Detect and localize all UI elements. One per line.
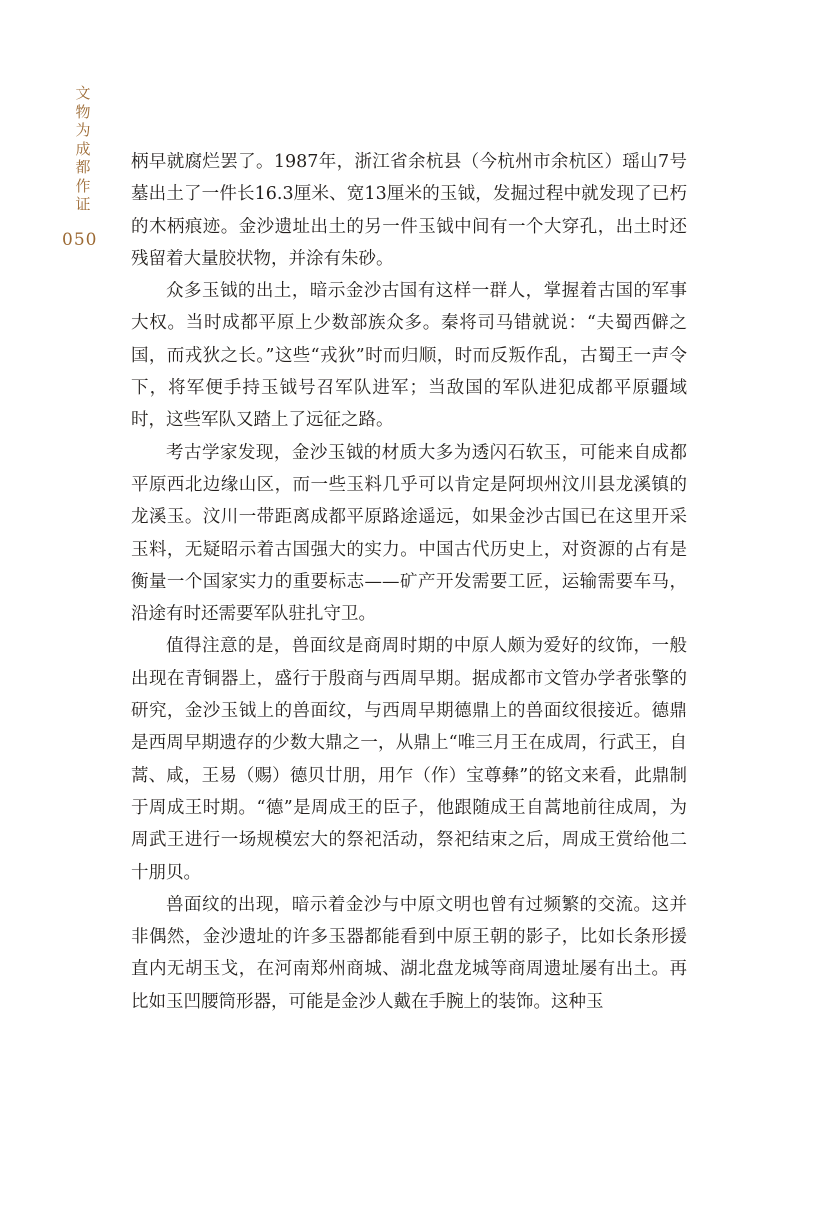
paragraph: 值得注意的是，兽面纹是商周时期的中原人颇为爱好的纹饰，一般出现在青铜器上，盛行于殷商与西周早期。据成都市文管办学者张擎的研究，金沙玉钺上的兽面纹，与西周早期德鼎上的兽面纹很接近。德鼎是西周早期遗存的少数大鼎之一，从鼎上“唯三月王在成周，行武王，自蒿、咸，王易（赐）德贝廿朋，用乍（作）宝尊彝”的铭文来看，此鼎制于周成王时期。“德”是周成王的臣子，他跟随成王自蒿地前往成周，为周武王进行一场规模宏大的祭祀活动，祭祀结束之后，周成王赏给他二十朋贝。: [131, 636, 687, 883]
paragraph: 兽面纹的出现，暗示着金沙与中原文明也曾有过频繁的交流。这并非偶然，金沙遗址的许多玉器都能看到中原王朝的影子，比如长条形援直内无胡玉戈，在河南郑州商城、湖北盘龙城等商周遗址屡有出土。再比如玉凹腰筒形器，可能是金沙人戴在手腕上的装饰。这种玉: [131, 894, 687, 1012]
page-number: 050: [62, 230, 98, 250]
paragraph-continued: 柄早就腐烂罢了。1987年，浙江省余杭县（今杭州市余杭区）瑶山7号墓出土了一件长16.3厘米、宽13厘米的玉钺，发掘过程中就发现了已朽的木柄痕迹。金沙遗址出土的另一件玉钺中间有一个大穿孔，出土时还残留着大量胶状物，并涂有朱砂。: [131, 152, 687, 269]
running-head-book-title: 文物为成都作证: [75, 84, 91, 213]
paragraph: 众多玉钺的出土，暗示金沙古国有这样一群人，掌握着古国的军事大权。当时成都平原上少数部族众多。秦将司马错就说：“夫蜀西僻之国，而戎狄之长。”这些“戎狄”时而归顺，时而反叛作乱，古蜀王一声令下，将军便手持玉钺号召军队进军；当敌国的军队进犯成都平原疆域时，这些军队又踏上了远征之路。: [131, 281, 687, 431]
paragraph: 考古学家发现，金沙玉钺的材质大多为透闪石软玉，可能来自成都平原西北边缘山区，而一些玉料几乎可以肯定是阿坝州汶川县龙溪镇的龙溪玉。汶川一带距离成都平原路途遥远，如果金沙古国已在这里开采玉料，无疑昭示着古国强大的实力。中国古代历史上，对资源的占有是衡量一个国家实力的重要标志——矿产开发需要工匠，运输需要车马，沿途有时还需要军队驻扎守卫。: [131, 442, 687, 625]
body-text: [131, 146, 687, 1018]
